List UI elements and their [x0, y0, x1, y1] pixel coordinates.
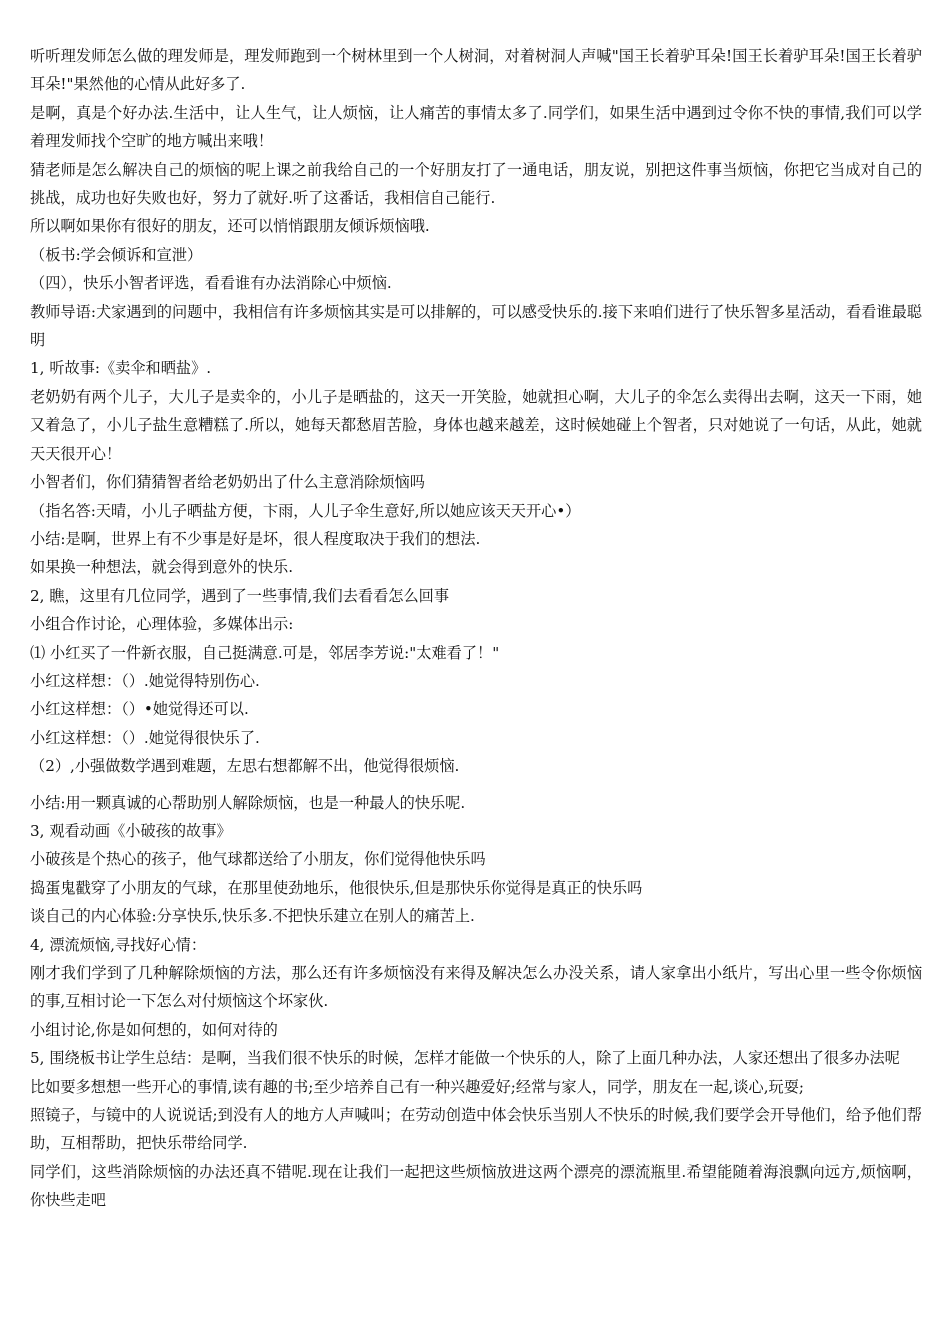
paragraph-xiaohong-1: 小红这样想：（）.她觉得特别伤心. [30, 671, 260, 690]
paragraph-board-note: （板书:学会倾诉和宣泄） [30, 245, 203, 264]
paragraph-teacher-phone-call: 猜老师是怎么解决自己的烦恼的呢上课之前我给自己的一个好朋友打了一通电话，朋友说，别把这件事当烦恼，你把它当成对自己的挑战，成功也好失败也好，努力了就好.听了这番话，我相信自己能行. [30, 160, 922, 208]
paragraph-item-5-heading: 5, 围绕板书让学生总结：是啊，当我们很不快乐的时候，怎样才能做一个快乐的人，除了上面几种办法，人家还想出了很多办法呢 [30, 1049, 900, 1068]
paragraph-section-four-heading: （四），快乐小智者评选，看看谁有办法消除心中烦恼. [30, 274, 392, 293]
paragraph-prankster: 捣蛋鬼戳穿了小朋友的气球，在那里使劲地乐，他很快乐,但是那快乐你觉得是真正的快乐吗 [30, 878, 643, 897]
paragraph-group-discussion-2: 小组讨论,你是如何想的，如何对待的 [30, 1020, 278, 1039]
document-page [30, 42, 922, 1215]
paragraph-xiaohong-3: 小红这样想：（）.她觉得很快乐了. [30, 728, 260, 747]
paragraph-barber-story: 听听理发师怎么做的理发师是，理发师跑到一个树林里到一个人树洞，对着树洞人声喊"国王长着驴耳朵!国王长着驴耳朵!国王长着驴耳朵!"果然他的心情从此好多了. [30, 47, 922, 94]
paragraph-xiaohong-2: 小红这样想：（）•她觉得还可以. [30, 700, 249, 719]
paragraph-good-method: 是啊，真是个好办法.生活中，让人生气，让人烦恼，让人痛苦的事情太多了.同学们，如果生活中遇到过令你不快的事情,我们可以学着理发师找个空旷的地方喊出来哦！ [30, 103, 922, 151]
paragraph-item-2-heading: 2, 瞧，这里有几位同学，遇到了一些事情,我们去看看怎么回事 [30, 586, 450, 605]
paragraph-inner-experience: 谈自己的内心体验:分享快乐,快乐多.不把快乐建立在别人的痛苦上. [30, 907, 475, 926]
paragraph-case-1: ⑴ 小红买了一件新衣服，自己挺满意.可是，邻居李芳说:"太难看了！" [30, 643, 500, 662]
paragraph-case-2: （2）,小强做数学遇到难题，左思右想都解不出，他觉得很烦恼. [30, 757, 460, 776]
paragraph-mirror-talk: 照镜子，与镜中的人说说话;到没有人的地方人声喊叫；在劳动创造中体会快乐当别人不快乐的时候,我们要学会开导他们，给予他们帮助，互相帮助，把快乐带给同学. [30, 1106, 922, 1153]
paragraph-summary-1: 小结:是啊，世界上有不少事是好是坏，很人程度取决于我们的想法. [30, 529, 481, 548]
paragraph-item-4-heading: 4, 漂流烦恼,寻找好心情： [30, 935, 207, 954]
paragraph-change-thinking: 如果换一种想法，就会得到意外的快乐. [30, 558, 294, 577]
paragraph-item-1-heading: 1, 听故事:《卖伞和晒盐》. [30, 359, 212, 378]
paragraph-item-3-heading: 3, 观看动画《小破孩的故事》 [30, 821, 232, 840]
paragraph-summary-2: 小结:用一颗真诚的心帮助别人解除烦恼，也是一种最人的快乐呢. [30, 793, 466, 812]
paragraph-group-discussion: 小组合作讨论，心理体验，多媒体出示: [30, 615, 294, 634]
paragraph-student-answer: （指名答:天晴，小儿子晒盐方便，卞雨，人儿子伞生意好,所以她应该天天开心•） [30, 501, 581, 520]
paragraph-confide-in-friends: 所以啊如果你有很好的朋友，还可以悄悄跟朋友倾诉烦恼哦. [30, 217, 430, 236]
paragraph-teacher-intro: 教师导语:犬家遇到的问题中，我相信有许多烦恼其实是可以排解的，可以感受快乐的.接下来咱们进行了快乐智多星活动，看看谁最聪明 [30, 302, 922, 350]
paragraph-grandma-story: 老奶奶有两个儿子，大儿子是卖伞的，小儿子是晒盐的，这天一开笑脸，她就担心啊，大儿子的伞怎么卖得出去啊，这天一下雨，她又着急了，小儿子盐生意糟糕了.所以，她每天都愁眉苦脸，身体也越来越差，这时候她碰上个智者，只对她说了一句话，从此，她就天天很开心！ [30, 387, 922, 463]
paragraph-kid-balloons: 小破孩是个热心的孩子，他气球都送给了小朋友，你们觉得他快乐吗 [30, 850, 486, 869]
paragraph-guess-question: 小智者们，你们猜猜智者给老奶奶出了什么主意消除烦恼吗 [30, 473, 425, 492]
paragraph-drift-bottle: 同学们，这些消除烦恼的办法还真不错呢.现在让我们一起把这些烦恼放进这两个漂亮的漂流瓶里.希望能随着海浪飘向远方,烦恼啊，你快些走吧 [30, 1162, 922, 1210]
paragraph-more-methods: 比如要多想想一些开心的事情,读有趣的书;至少培养自己有一种兴趣爱好;经常与家人，同学，朋友在一起,谈心,玩耍; [30, 1077, 805, 1096]
paragraph-write-worries: 刚才我们学到了几种解除烦恼的方法，那么还有许多烦恼没有来得及解决怎么办没关系，请人家拿出小纸片，写出心里一些令你烦恼的事,互相讨论一下怎么对付烦恼这个坏家伙. [30, 964, 922, 1011]
